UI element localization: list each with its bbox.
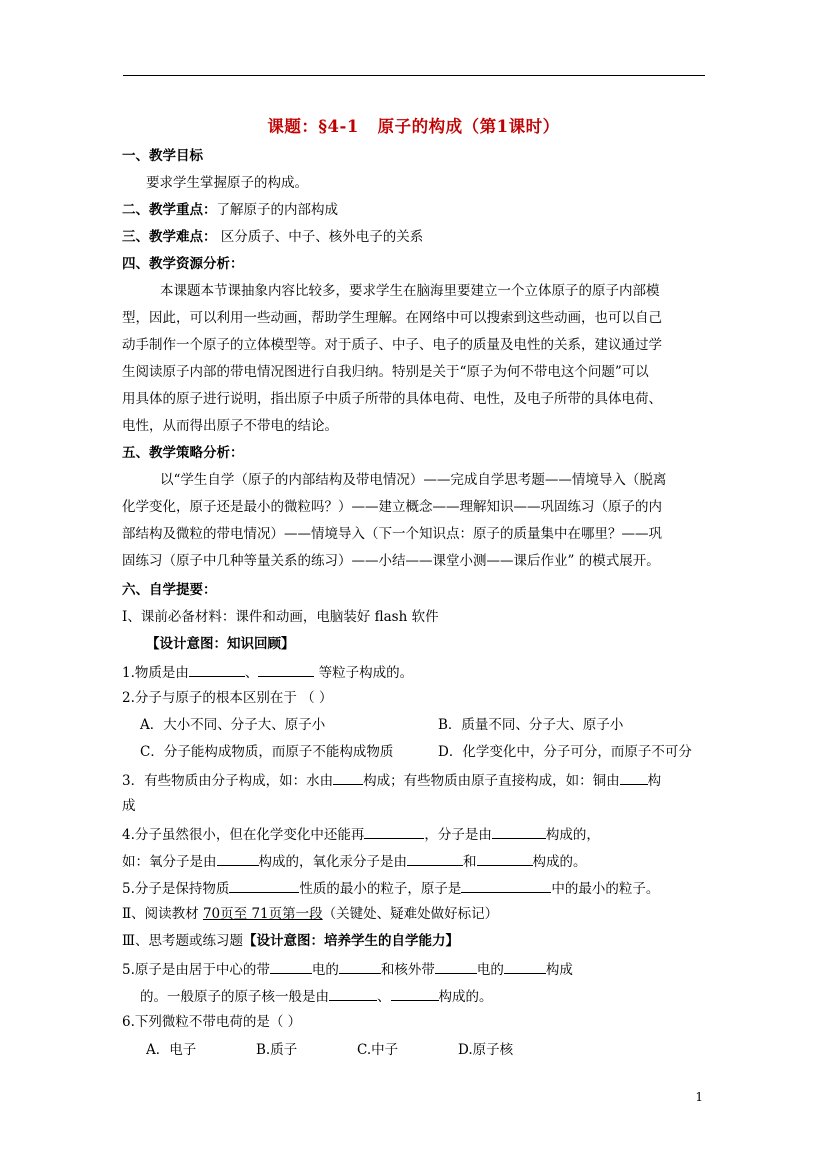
answer-blank[interactable]	[333, 770, 363, 785]
question-text: 和核外带	[380, 962, 435, 978]
option-c: C．分子能构成物质，而原子不能构成物质	[140, 744, 394, 760]
question-text: 等粒子构成的。	[314, 665, 414, 681]
reading-text: Ⅱ、阅读教材	[122, 906, 203, 922]
question-text: 构成的，	[545, 827, 600, 843]
answer-blank[interactable]	[329, 986, 377, 1001]
section-2	[122, 201, 338, 219]
answer-blank[interactable]	[364, 824, 424, 839]
question-text: 电的	[311, 962, 339, 978]
question-text: 的。一般原子的原子核一般是由	[140, 989, 329, 1005]
section-6-heading: 六、自学提要：	[122, 582, 217, 598]
answer-blank[interactable]	[258, 662, 314, 677]
question-text: 构成的。	[532, 854, 587, 870]
question-4	[122, 824, 600, 844]
reading-item	[122, 905, 498, 923]
answer-blank[interactable]	[620, 770, 648, 785]
question-text: ，分子是由	[424, 827, 492, 843]
question-text: 性质的最小的粒子，原子是	[299, 881, 462, 897]
question-text: 3．有些物质由分子构成，如：水由	[122, 773, 334, 789]
question-text: 构	[647, 773, 662, 789]
exercise-text: Ⅲ、思考题或练习题	[122, 933, 244, 949]
section-4-line: 型，因此，可以利用一些动画，帮助学生理解。在网络中可以搜索到这些动画，也可以自己	[122, 310, 662, 326]
question-text: 4.分子虽然很小，但在化学变化中还能再	[122, 827, 365, 843]
question-3	[122, 770, 661, 790]
question-4-line-2	[122, 851, 587, 871]
answer-blank[interactable]	[504, 959, 546, 974]
section-5-heading: 五、教学策略分析：	[122, 445, 244, 461]
answer-blank[interactable]	[407, 851, 463, 866]
question-text: 1.物质是由	[122, 665, 189, 681]
exercise-item	[122, 932, 459, 950]
question-text: 构成；有些物质由原子直接构成，如：铜由	[363, 773, 620, 789]
section-3-heading: 三、教学难点：	[122, 229, 217, 245]
section-5-line: 以“学生自学（原子的内部结构及带电情况）——完成自学思考题——情境导入（脱离	[160, 472, 667, 488]
practice-5-line-2	[140, 986, 493, 1006]
page-number: 1	[695, 1090, 703, 1104]
lesson-title: 课题：§4-1 原子的构成（第1课时）	[267, 117, 560, 136]
answer-blank[interactable]	[339, 959, 381, 974]
practice-6-option-a: A．电子	[146, 1042, 197, 1058]
option-b: B．质量不同、分子大、原子小	[438, 717, 624, 733]
section-5-line: 部结构及微粒的带电情况）——情境导入（下一个知识点：原子的质量集中在哪里？——巩	[122, 526, 662, 542]
reading-note: （关键处、疑难处做好标记）	[322, 906, 499, 922]
practice-6: 6.下列微粒不带电荷的是（ ）	[122, 1014, 302, 1030]
design-intent-self-study: 【设计意图：培养学生的自学能力】	[243, 933, 460, 949]
section-5-line: 化学变化，原子还是最小的微粒吗？）——建立概念——理解知识——巩固练习（原子的内	[122, 499, 662, 515]
section-3-text: 区分质子、中子、核外电子的关系	[220, 229, 424, 245]
section-4-line: 生阅读原子内部的带电情况图进行自我归纳。特别是关于“原子为何不带电这个问题”可以	[122, 364, 649, 380]
question-text: 、	[377, 989, 391, 1005]
practice-5	[122, 959, 573, 979]
section-4-line: 本课题本节课抽象内容比较多，要求学生在脑海里要建立一个立体原子的原子内部模	[160, 283, 660, 299]
answer-blank[interactable]	[391, 986, 439, 1001]
section-1-text: 要求学生掌握原子的构成。	[146, 175, 308, 191]
question-2: 2.分子与原子的根本区别在于 （ ）	[122, 690, 333, 706]
section-4-line: 电性，从而得出原子不带电的结论。	[122, 418, 338, 434]
question-text: 5.原子是由居于中心的带	[122, 962, 270, 978]
section-4-line: 用具体的原子进行说明，指出原子中质子所带的具体电荷、电性，及电子所带的具体电荷、	[122, 391, 662, 407]
option-d: D．化学变化中，分子可分，而原子不可分	[438, 744, 692, 760]
question-text: 构成的。	[438, 989, 493, 1005]
section-3	[122, 228, 423, 246]
question-1	[122, 662, 413, 682]
practice-6-option-b: B.质子	[256, 1042, 298, 1058]
question-5	[122, 878, 659, 898]
answer-blank[interactable]	[189, 662, 245, 677]
practice-6-option-c: C.中子	[357, 1042, 399, 1058]
answer-blank[interactable]	[270, 959, 312, 974]
answer-blank[interactable]	[492, 824, 546, 839]
question-text: 构成	[545, 962, 573, 978]
answer-blank[interactable]	[217, 851, 259, 866]
section-2-heading: 二、教学重点：	[122, 202, 217, 218]
question-text: 电的	[476, 962, 504, 978]
question-text: 构成的，氧化汞分子是由	[258, 854, 407, 870]
section-2-text: 了解原子的内部构成	[216, 202, 338, 218]
section-1-heading: 一、教学目标	[122, 148, 203, 164]
question-text: 中的最小的粒子。	[551, 881, 660, 897]
option-a: A．大小不同、分子大、原子小	[140, 717, 326, 733]
header-rule	[123, 75, 705, 76]
section-4-heading: 四、教学资源分析：	[122, 256, 244, 272]
section-4-line: 动手制作一个原子的立体模型等。对于质子、中子、电子的质量及电性的关系，建议通过学	[122, 337, 662, 353]
question-text: 5.分子是保持物质	[122, 881, 230, 897]
answer-blank[interactable]	[461, 878, 551, 893]
question-3-continued: 成	[122, 798, 136, 814]
question-text: 和	[463, 854, 477, 870]
question-text: 、	[244, 665, 259, 681]
section-5-line: 固练习（原子中几种等量关系的练习）——小结——课堂小测——课后作业” 的模式展开。	[122, 553, 660, 569]
reading-pages: 70页至 71页第一段	[202, 906, 323, 922]
practice-6-option-d: D.原子核	[458, 1042, 514, 1058]
materials-item: Ⅰ、课前必备材料：课件和动画，电脑装好 flash 软件	[122, 609, 439, 625]
answer-blank[interactable]	[477, 851, 533, 866]
answer-blank[interactable]	[229, 878, 299, 893]
design-intent-review: 【设计意图：知识回顾】	[146, 636, 295, 652]
answer-blank[interactable]	[435, 959, 477, 974]
question-text: 如：氧分子是由	[122, 854, 217, 870]
